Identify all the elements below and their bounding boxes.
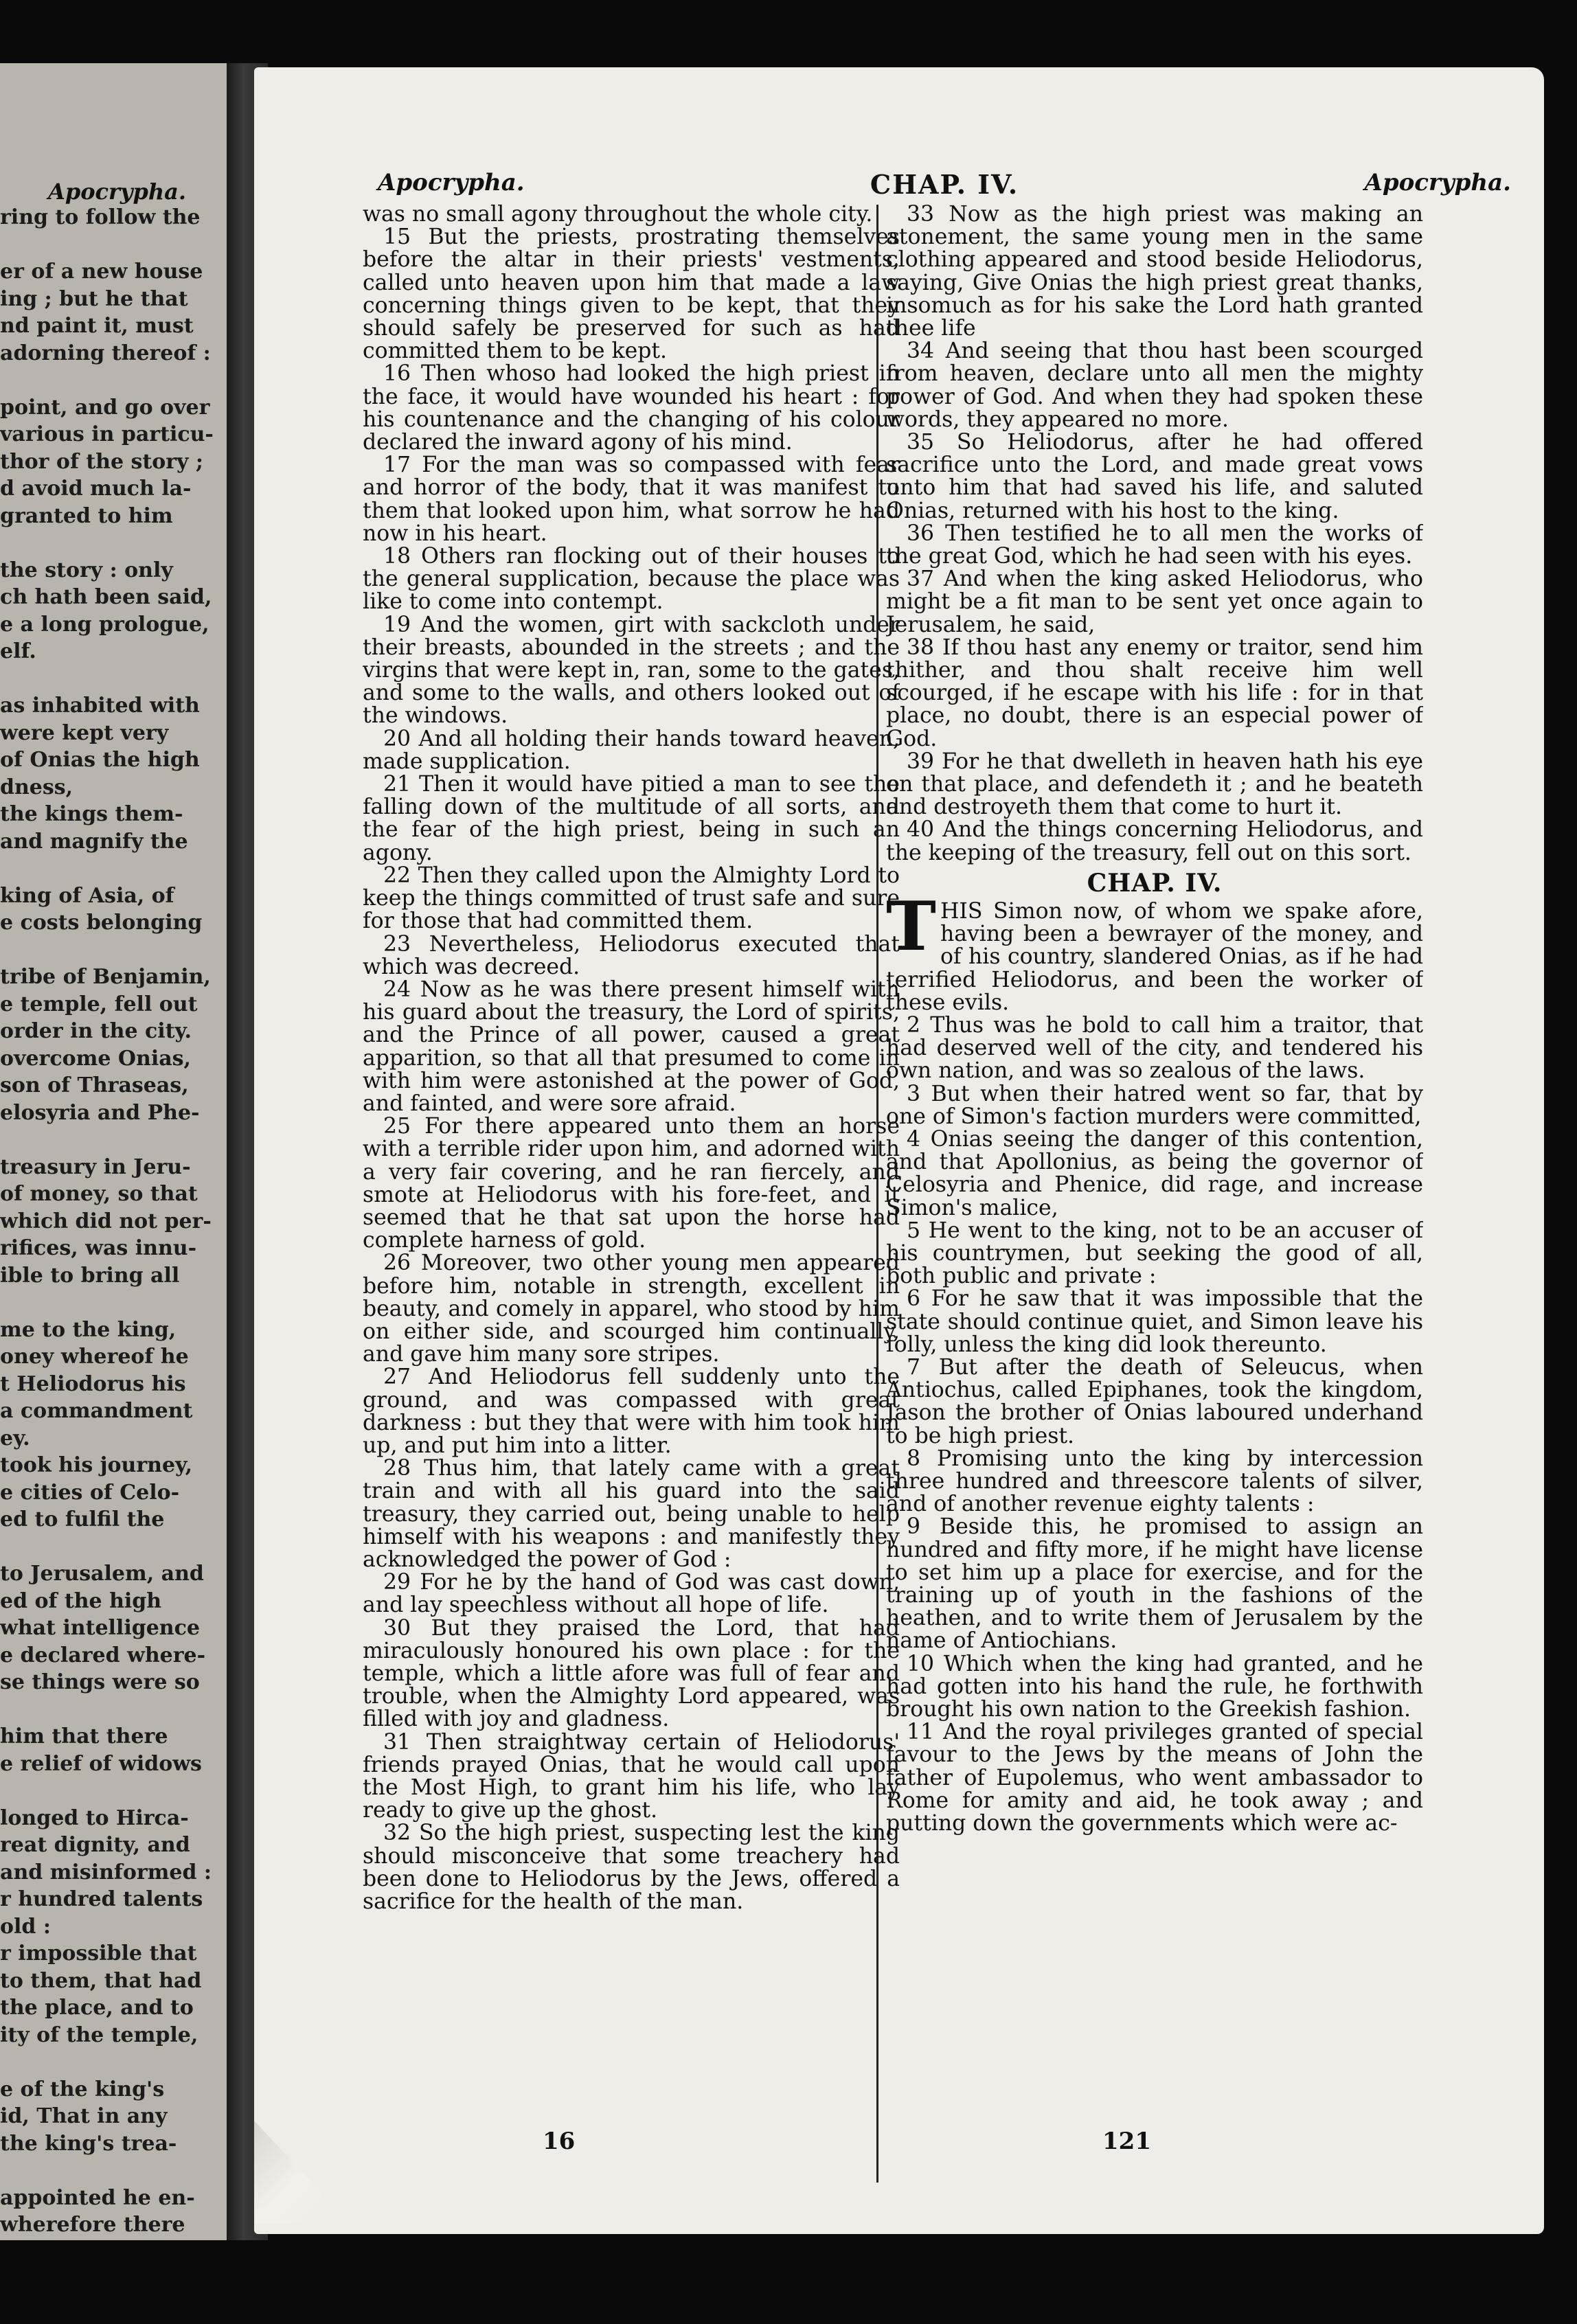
facing-page-line: order in the city. bbox=[0, 1019, 192, 1043]
chapter-first-text: HIS Simon now, of whom we spake afore, having been a bewrayer of the money, and of his country, slandered Onias, as if he had terrified Heliodorus, and been the worker of these evils. bbox=[886, 898, 1423, 1015]
facing-page-line: to them, that had bbox=[0, 1968, 202, 1993]
running-head-center: CHAP. IV. bbox=[870, 169, 1019, 200]
facing-page-line: and magnify the bbox=[0, 829, 188, 854]
verse-paragraph: 30 But they praised the Lord, that had miraculously honoured his own place : for the temple, which a little afore was full of fear and trouble, when the Almighty Lord appeared, was filled with joy and gladness. bbox=[363, 1615, 900, 1732]
facing-page-line: e relief of widows bbox=[0, 1751, 202, 1776]
facing-page-line: r hundred talents bbox=[0, 1887, 203, 1911]
facing-page-line bbox=[0, 1696, 220, 1724]
facing-page-line: rifices, was innu- bbox=[0, 1236, 197, 1260]
facing-page-line: ity of the temple, bbox=[0, 2023, 198, 2047]
facing-page-text bbox=[0, 204, 220, 2239]
facing-page-line: ible to bring all bbox=[0, 1263, 180, 1288]
folded-corner bbox=[254, 2121, 350, 2224]
facing-page-line: elf. bbox=[0, 639, 36, 663]
facing-page-line bbox=[0, 529, 220, 557]
facing-page-line: wherefore there bbox=[0, 2213, 185, 2237]
running-head bbox=[378, 169, 1511, 203]
facing-page-line: overcome Onias, bbox=[0, 1046, 191, 1071]
facing-page-line: son of Thraseas, bbox=[0, 1073, 189, 1097]
facing-page-line: and misinformed : bbox=[0, 1860, 212, 1884]
facing-page-line bbox=[0, 1534, 220, 1561]
facing-page-line: ring to follow the bbox=[0, 205, 201, 229]
facing-page-line: longed to Hirca- bbox=[0, 1805, 189, 1830]
verse-paragraph: 25 For there appeared unto them an horse with a terrible rider upon him, and adorned with a very fair covering, and he ran fiercely, and smote at Heliodorus with his fore-feet, and it seemed that he that sat upon the horse had complete harness of gold. bbox=[363, 1114, 900, 1253]
facing-page-line bbox=[0, 231, 220, 259]
facing-page-line bbox=[0, 1289, 220, 1317]
verse-paragraph: 36 Then testified he to all men the works of the great God, which he had seen with his eyes. bbox=[886, 521, 1423, 569]
verse-paragraph: 27 And Heliodorus fell suddenly unto the ground, and was compassed with great darkness : but they that were with him took him up, and put him into a litter. bbox=[363, 1365, 900, 1458]
facing-page-line bbox=[0, 855, 220, 882]
facing-page-line: what intelligence bbox=[0, 1616, 200, 1640]
verse-paragraph: 39 For he that dwelleth in heaven hath his eye on that place, and defendeth it ; and he beateth and destroyeth them that come to hurt it. bbox=[886, 749, 1423, 820]
facing-page-line: reat dignity, and bbox=[0, 1833, 190, 1857]
book-page bbox=[254, 67, 1544, 2234]
verse-paragraph: 17 For the man was so compassed with fear and horror of the body, that it was manifest to them that looked upon him, what sorrow he had now in his heart. bbox=[363, 453, 900, 546]
facing-page-line: e costs belonging bbox=[0, 911, 203, 935]
verse-paragraph: 29 For he by the hand of God was cast down, and lay speechless without all hope of life. bbox=[363, 1570, 900, 1618]
facing-page-line: e declared where- bbox=[0, 1643, 206, 1667]
facing-page-line: d avoid much la- bbox=[0, 477, 192, 501]
facing-page-header: Apocrypha. bbox=[48, 179, 186, 205]
verse-paragraph: 26 Moreover, two other young men appeared before him, notable in strength, excellent in beauty, and comely in apparel, who stood by him on either side, and scourged him continually, and gave him many sore stripes. bbox=[363, 1251, 900, 1367]
verse-paragraph: 24 Now as he was there present himself with his guard about the treasury, the Lord of spirits, and the Prince of all power, caused a great apparition, so that all that presumed to come in with him were astonished at the power of God, and fainted, and were sore afraid. bbox=[363, 977, 900, 1116]
facing-page-line: king of Asia, of bbox=[0, 883, 174, 908]
facing-page-line: a commandment bbox=[0, 1399, 193, 1423]
facing-page-line: thor of the story ; bbox=[0, 449, 204, 474]
chapter-verses bbox=[886, 1014, 1423, 1835]
facing-page-line: er of a new house bbox=[0, 260, 203, 284]
verse-paragraph: was no small agony throughout the whole city. bbox=[363, 203, 873, 227]
verse-paragraph: 9 Beside this, he promised to assign an hundred and fifty more, if he might have license to set him up a place for exercise, and for the training up of youth in the fashions of the heathen, and to write them of Jerusalem by the name of Antiochians. bbox=[886, 1514, 1423, 1654]
verse-paragraph: 38 If thou hast any enemy or traitor, send him thither, and thou shalt receive him well scourged, if he escape with his life : for in that place, no doubt, there is an especial power of God. bbox=[886, 635, 1423, 751]
facing-page-line bbox=[0, 2157, 220, 2185]
facing-page-line bbox=[0, 665, 220, 693]
facing-page-line: t Heliodorus his bbox=[0, 1371, 186, 1396]
facing-page-line: treasury in Jeru- bbox=[0, 1154, 191, 1179]
verse-paragraph: 28 Thus him, that lately came with a great train and with all his guard into the said treasury, they carried out, being unable to help himself with his weapons : and manifestly they acknowledged the power of God : bbox=[363, 1456, 900, 1572]
facing-page-line bbox=[0, 2049, 220, 2076]
facing-page-line: the place, and to bbox=[0, 1996, 194, 2020]
verse-paragraph: 10 Which when the king had granted, and he had gotten into his hand the rule, he forthwith brought his own nation to the Greekish fashion. bbox=[886, 1651, 1423, 1722]
verse-paragraph: 31 Then straightway certain of Heliodorus' friends prayed Onias, that he would call upon the Most High, to grant him his life, who lay ready to give up the ghost. bbox=[363, 1729, 900, 1823]
facing-page-line: ey. bbox=[0, 1426, 30, 1450]
facing-page-line: dness, bbox=[0, 775, 73, 799]
facing-page-line: him that there bbox=[0, 1724, 168, 1748]
verse-paragraph: 7 But after the death of Seleucus, when Antiochus, called Epiphanes, took the kingdom, Jason the brother of Onias laboured underhand to be high priest. bbox=[886, 1354, 1423, 1448]
facing-page-line: ed to fulfil the bbox=[0, 1507, 165, 1531]
facing-page-line: as inhabited with bbox=[0, 694, 200, 718]
verse-paragraph: 3 But when their hatred went so far, that by one of Simon's faction murders were committed, bbox=[886, 1081, 1423, 1129]
facing-page-line: elosyria and Phe- bbox=[0, 1100, 200, 1125]
facing-page-line: oney whereof he bbox=[0, 1345, 189, 1369]
verse-paragraph: 22 Then they called upon the Almighty Lord to keep the things committed of trust safe and sure for those that had committed them. bbox=[363, 863, 900, 934]
verse-paragraph: 32 So the high priest, suspecting lest the king should misconceive that some treachery had been done to Heliodorus by the Jews, offered a sacrifice for the health of the man. bbox=[363, 1821, 900, 1915]
verse-paragraph: 6 For he saw that it was impossible that the state should continue quiet, and Simon leave his folly, unless the king did look thereunto. bbox=[886, 1286, 1423, 1357]
verse-paragraph: 33 Now as the high priest was making an atonement, the same young men in the same clothing appeared and stood beside Heliodorus, saying, Give Onias the high priest great thanks, insomuch as for his sake the Lord hath granted thee life bbox=[886, 203, 1423, 341]
facing-page-line: of money, so that bbox=[0, 1182, 198, 1206]
facing-page-line: e a long prologue, bbox=[0, 612, 209, 637]
facing-page-line: point, and go over bbox=[0, 395, 210, 420]
verse-paragraph: 23 Nevertheless, Heliodorus executed that which was decreed. bbox=[363, 931, 900, 979]
facing-page-line: nd paint it, must bbox=[0, 314, 194, 338]
facing-page-line: r impossible that bbox=[0, 1941, 197, 1966]
verse-paragraph: 4 Onias seeing the danger of this contention, and that Apollonius, as being the governor of Celosyria and Phenice, did rage, and increase Simon's malice, bbox=[886, 1126, 1423, 1220]
facing-page-line bbox=[0, 937, 220, 964]
verse-paragraph: 8 Promising unto the king by intercession three hundred and threescore talents of silver, and of another revenue eighty talents : bbox=[886, 1446, 1423, 1517]
verse-paragraph: 16 Then whoso had looked the high priest in the face, it would have wounded his heart : for his countenance and the changing of his colour declared the inward agony of his mind. bbox=[363, 361, 900, 455]
facing-page-line: various in particu- bbox=[0, 422, 214, 446]
verse-paragraph: 5 He went to the king, not to be an accuser of his countrymen, but seeking the good of all, both public and private : bbox=[886, 1218, 1423, 1289]
left-column bbox=[363, 203, 900, 2119]
verse-paragraph: 2 Thus was he bold to call him a traitor, that had deserved well of the city, and tendered his own nation, and was so zealous of the laws. bbox=[886, 1012, 1423, 1084]
chapter-heading: CHAP. IV. bbox=[1087, 868, 1223, 898]
facing-page-line: adorning thereof : bbox=[0, 341, 211, 365]
chapter-end-verses bbox=[886, 203, 1423, 865]
running-head-right: Apocrypha. bbox=[1364, 169, 1511, 196]
verse-paragraph: 18 Others ran flocking out of their houses to the general supplication, because the place was like to come into contempt. bbox=[363, 544, 900, 615]
facing-page-line bbox=[0, 1777, 220, 1805]
facing-page-line: e cities of Celo- bbox=[0, 1480, 180, 1505]
facing-page-line: took his journey, bbox=[0, 1453, 193, 1477]
verse-paragraph: 34 And seeing that thou hast been scourged from heaven, declare unto all men the mighty power of God. And when they had spoken these words, they appeared no more. bbox=[886, 339, 1423, 432]
facing-page-line: ch hath been said, bbox=[0, 585, 212, 609]
facing-page-line: tribe of Benjamin, bbox=[0, 965, 211, 989]
verse-paragraph: 20 And all holding their hands toward heaven, made supplication. bbox=[363, 726, 900, 774]
running-head-left: Apocrypha. bbox=[378, 169, 525, 196]
verse-paragraph: 15 But the priests, prostrating themselves before the altar in their priests' vestments, called unto heaven upon him that made a law concerning things given to be kept, that they should safely be preserved for such as had committed them to be kept. bbox=[363, 225, 900, 364]
verse-paragraph: 21 Then it would have pitied a man to see the falling down of the multitude of all sorts, and the fear of the high priest, being in such an agony. bbox=[363, 772, 900, 865]
facing-page-line: e temple, fell out bbox=[0, 992, 198, 1016]
facing-page-line: me to the king, bbox=[0, 1317, 177, 1342]
facing-page-line: to Jerusalem, and bbox=[0, 1562, 204, 1586]
page-number-right: 121 bbox=[1102, 2128, 1151, 2155]
facing-page-line: the kings them- bbox=[0, 802, 183, 826]
drop-cap: T bbox=[886, 887, 936, 966]
facing-page-line: se things were so bbox=[0, 1670, 200, 1694]
facing-page-line: granted to him bbox=[0, 503, 173, 528]
verse-paragraph: 35 So Heliodorus, after he had offered sacrifice unto the Lord, and made great vows unto him that had saved his life, and saluted Onias, returned with his host to the king. bbox=[886, 430, 1423, 523]
facing-page-line: of Onias the high bbox=[0, 748, 200, 772]
page-number-left: 16 bbox=[543, 2128, 576, 2155]
facing-page-line: which did not per- bbox=[0, 1209, 212, 1233]
facing-page-line: old : bbox=[0, 1914, 51, 1939]
verse-paragraph: 19 And the women, girt with sackcloth under their breasts, abounded in the streets ; and the virgins that were kept in, ran, some to the gates, and some to the walls, and others looked out of the windows. bbox=[363, 612, 900, 729]
facing-page-line: id, That in any bbox=[0, 2104, 168, 2128]
facing-page-line: the king's trea- bbox=[0, 2131, 177, 2156]
verse-paragraph: 11 And the royal privileges granted of special favour to the Jews by the means of John the father of Eupolemus, who went ambassador to Rome for amity and aid, he took away ; and putting down the governments which were ac- bbox=[886, 1720, 1423, 1836]
facing-page-line bbox=[0, 1126, 220, 1154]
facing-page-line: e of the king's bbox=[0, 2077, 165, 2101]
facing-page-line bbox=[0, 367, 220, 394]
facing-page-line: the story : only bbox=[0, 558, 173, 582]
verse-paragraph: 40 And the things concerning Heliodorus, and the keeping of the treasury, fell out on this sort. bbox=[886, 817, 1423, 865]
chapter-first-verse bbox=[886, 887, 1423, 1015]
verse-paragraph: 37 And when the king asked Heliodorus, who might be a fit man to be sent yet once again to Jerusalem, he said, bbox=[886, 567, 1423, 637]
facing-page-line: were kept very bbox=[0, 720, 169, 745]
facing-page-line: ed of the high bbox=[0, 1588, 162, 1613]
right-column bbox=[886, 203, 1423, 2119]
facing-page-line: appointed he en- bbox=[0, 2185, 195, 2210]
facing-page bbox=[0, 63, 227, 2240]
facing-page-line: ing ; but he that bbox=[0, 286, 188, 311]
